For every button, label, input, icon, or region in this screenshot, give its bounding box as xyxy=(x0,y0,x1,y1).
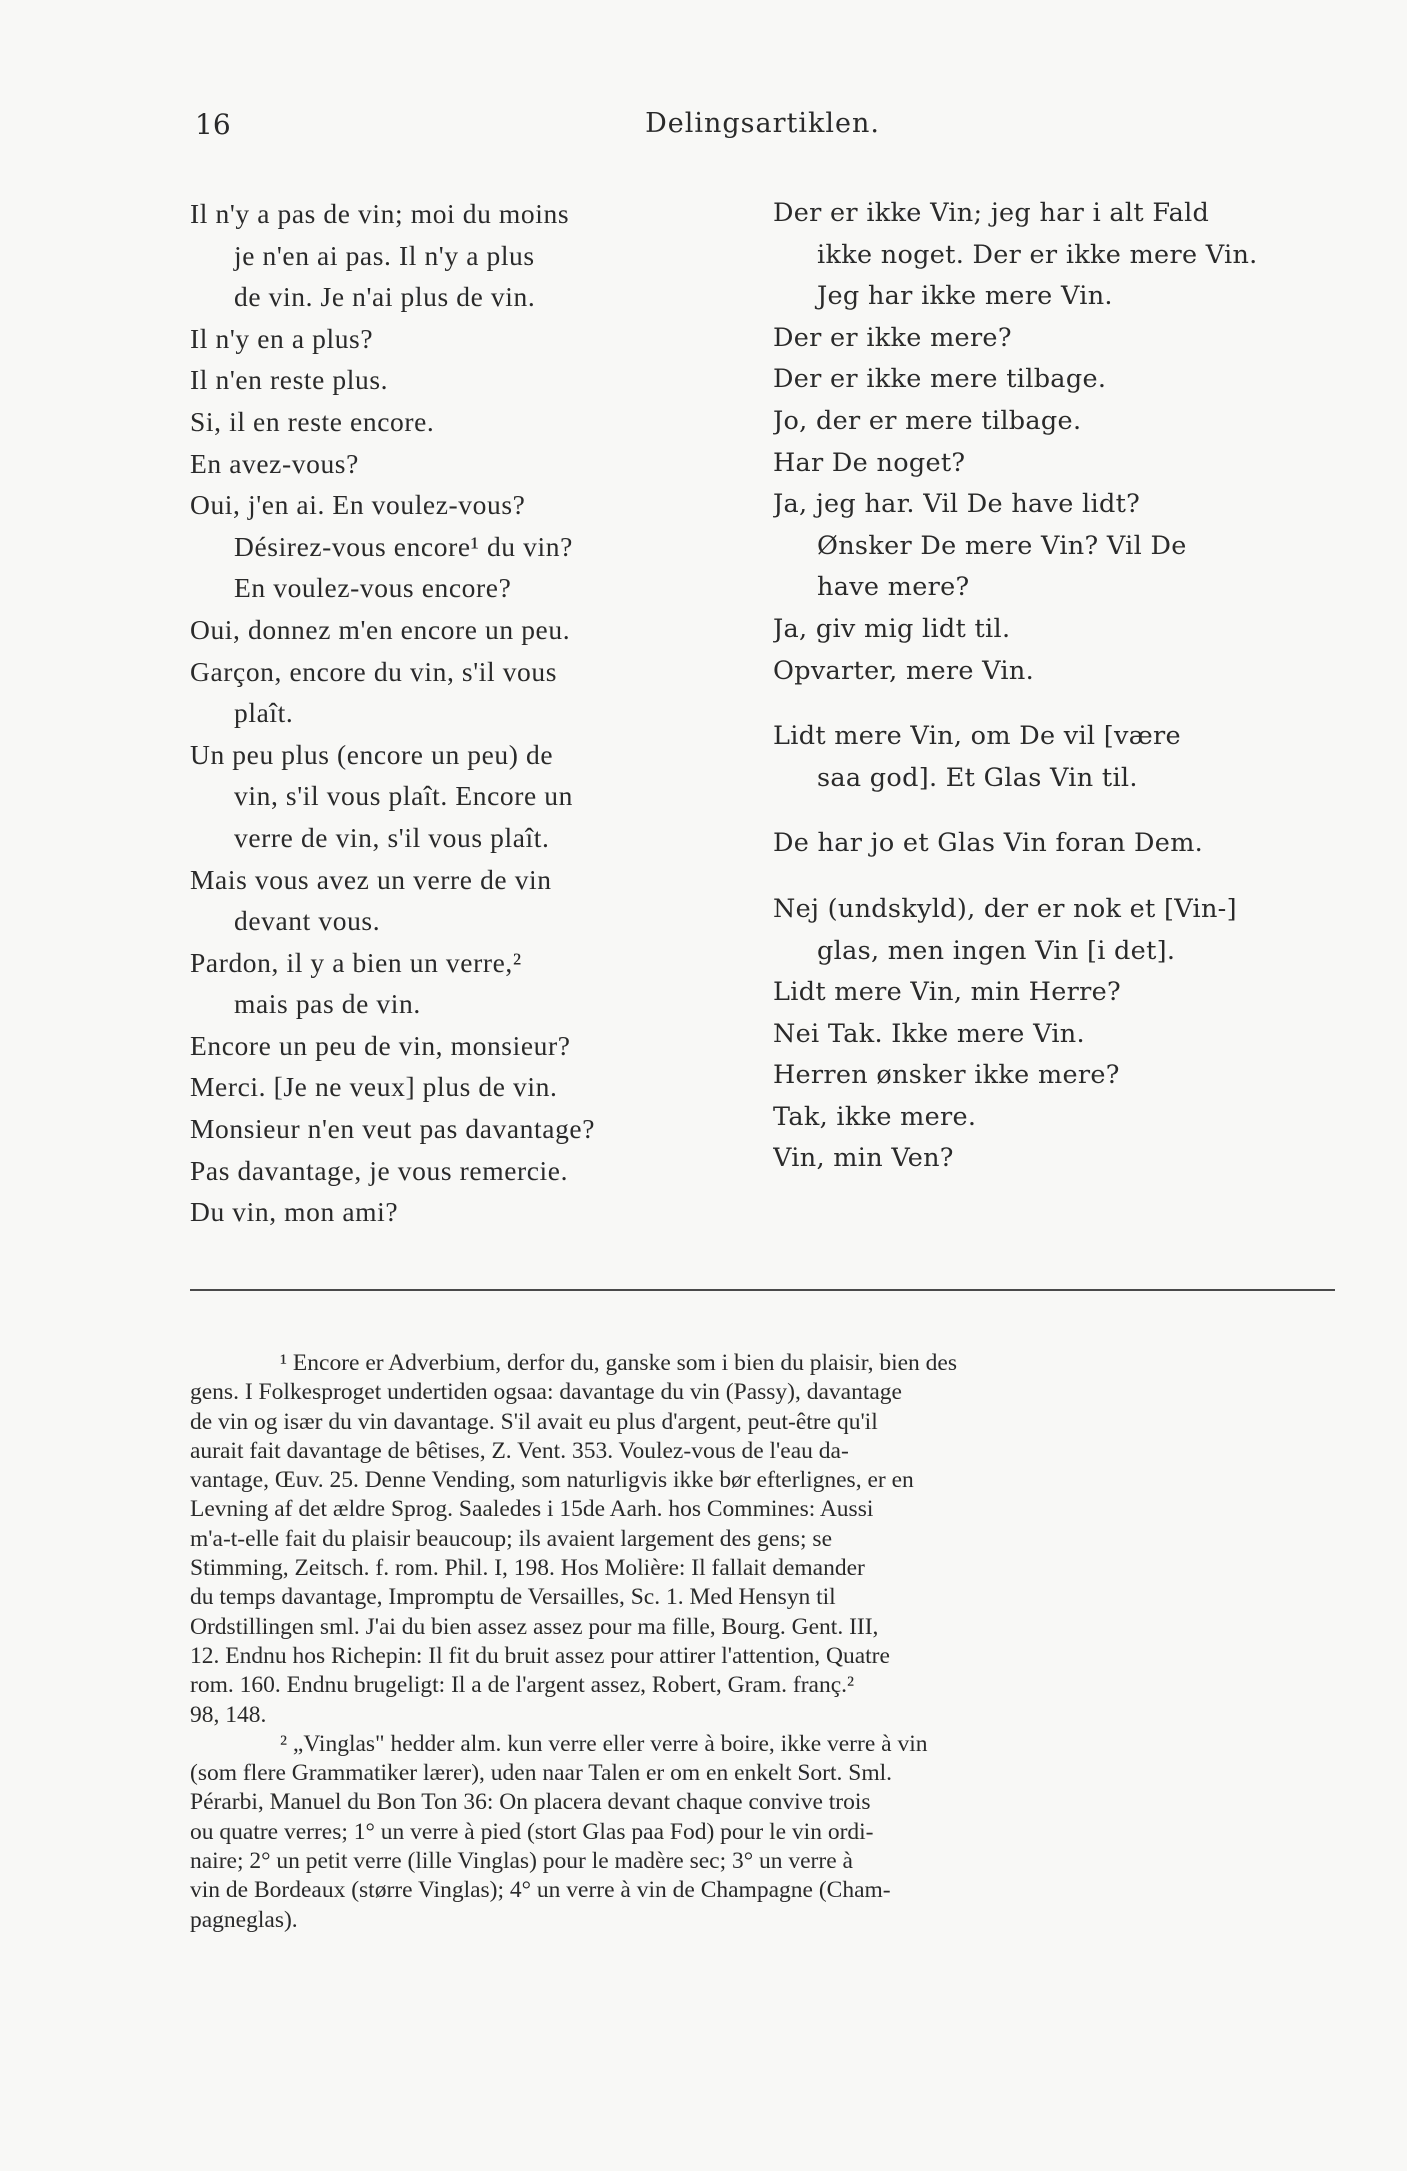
danish-line: ikke noget. Der er ikke mere Vin. xyxy=(817,239,1258,270)
paragraph-gap xyxy=(773,799,1333,823)
french-line: Oui, j'en ai. En voulez-vous? xyxy=(190,489,526,521)
french-line: Il n'y a pas de vin; moi du moins xyxy=(190,198,570,229)
footnote-line: du temps davantage, Impromptu de Versailles, Sc. 1. Med Hensyn til xyxy=(190,1584,836,1611)
danish-line: Der er ikke mere tilbage. xyxy=(773,364,1107,395)
danish-line: Jeg har ikke mere Vin. xyxy=(817,281,1113,312)
french-line: Oui, donnez m'en encore un peu. xyxy=(190,613,571,645)
french-line: En avez-vous? xyxy=(190,447,359,479)
danish-line: Lidt mere Vin, min Herre? xyxy=(773,977,1122,1008)
danish-line: Opvarter, mere Vin. xyxy=(773,655,1034,686)
french-line: Garçon, encore du vin, s'il vous xyxy=(190,655,558,687)
page-header xyxy=(195,108,1330,158)
french-line: Du vin, mon ami? xyxy=(190,1196,399,1228)
danish-line: Tak, ikke mere. xyxy=(773,1101,977,1132)
danish-line: have mere? xyxy=(817,572,970,603)
french-line: Encore un peu de vin, monsieur? xyxy=(190,1029,571,1061)
danish-line: Jo, der er mere tilbage. xyxy=(773,405,1082,436)
footnote-line: gens. I Folkesproget undertiden ogsaa: davantage du vin (Passy), davantage xyxy=(190,1379,902,1406)
footnote-line: ou quatre verres; 1° un verre à pied (stort Glas paa Fod) pour le vin ordi- xyxy=(190,1818,874,1845)
french-line: Désirez-vous encore¹ du vin? xyxy=(234,530,573,562)
french-line: Pardon, il y a bien un verre,² xyxy=(190,946,522,978)
footnote-divider xyxy=(190,1289,1335,1291)
danish-line: Lidt mere Vin, om De vil [være xyxy=(773,721,1181,752)
footnote-line: ² „Vinglas" hedder alm. kun verre eller verre à boire, ikke verre à vin xyxy=(280,1730,928,1757)
footnote-line: 12. Endnu hos Richepin: Il fit du bruit assez pour attirer l'attention, Quatre xyxy=(190,1642,890,1669)
french-line: je n'en ai pas. Il n'y a plus xyxy=(234,239,535,271)
footnote-line: Pérarbi, Manuel du Bon Ton 36: On placera devant chaque convive trois xyxy=(190,1789,871,1816)
danish-line: Herren ønsker ikke mere? xyxy=(773,1060,1120,1091)
french-line: devant vous. xyxy=(234,905,381,937)
footnote-line: vin de Bordeaux (større Vinglas); 4° un verre à vin de Champagne (Cham- xyxy=(190,1877,891,1904)
paragraph-gap xyxy=(773,692,1333,716)
french-line: Un peu plus (encore un peu) de xyxy=(190,738,554,770)
french-line: mais pas de vin. xyxy=(234,988,421,1020)
danish-line: Ja, jeg har. Vil De have lidt? xyxy=(773,489,1141,520)
french-line: En voulez-vous encore? xyxy=(234,572,512,604)
footnote-line: ¹ Encore er Adverbium, derfor du, ganske som i bien du plaisir, bien des xyxy=(280,1350,957,1376)
footnote-line: 98, 148. xyxy=(190,1701,267,1728)
french-line: Mais vous avez un verre de vin xyxy=(190,863,552,895)
danish-line: Der er ikke Vin; jeg har i alt Fald xyxy=(773,198,1210,228)
danish-line: Nej (undskyld), der er nok et [Vin-] xyxy=(773,893,1237,924)
danish-line: glas, men ingen Vin [i det]. xyxy=(817,935,1176,966)
danish-line: Har De noget? xyxy=(773,447,966,478)
footnotes xyxy=(190,1349,1335,1935)
footnote-line: Levning af det ældre Sprog. Saaledes i 15de Aarh. hos Commines: Aussi xyxy=(190,1496,874,1523)
footnote-line: Stimming, Zeitsch. f. rom. Phil. I, 198. Hos Molière: Il fallait demander xyxy=(190,1555,865,1582)
french-line: vin, s'il vous plaît. Encore un xyxy=(234,780,573,812)
danish-column xyxy=(773,193,1333,1180)
french-line: Il n'y en a plus? xyxy=(190,322,374,354)
danish-line: saa god]. Et Glas Vin til. xyxy=(817,762,1138,793)
french-line: Monsieur n'en veut pas davantage? xyxy=(190,1113,596,1145)
page-number: 16 xyxy=(195,108,231,141)
footnote-line: de vin og især du vin davantage. S'il avait eu plus d'argent, peut-être qu'il xyxy=(190,1408,878,1435)
footnote-line: pagneglas). xyxy=(190,1906,298,1933)
danish-line: Vin, min Ven? xyxy=(773,1143,954,1174)
french-line: Si, il en reste encore. xyxy=(190,405,435,437)
french-line: verre de vin, s'il vous plaît. xyxy=(234,821,550,853)
footnote-line: rom. 160. Endnu brugeligt: Il a de l'argent assez, Robert, Gram. franç.² xyxy=(190,1672,855,1699)
french-line: plaît. xyxy=(234,697,294,729)
footnote-line: (som flere Grammatiker lærer), uden naar Talen er om en enkelt Sort. Sml. xyxy=(190,1760,893,1787)
paragraph-gap xyxy=(773,865,1333,889)
footnote-line: vantage, Œuv. 25. Denne Vending, som naturligvis ikke bør efterlignes, er en xyxy=(190,1467,914,1494)
footnote-line: Ordstillingen sml. J'ai du bien assez assez pour ma fille, Bourg. Gent. III, xyxy=(190,1613,879,1640)
running-head: Delingsartiklen. xyxy=(645,108,880,139)
french-line: Pas davantage, je vous remercie. xyxy=(190,1154,569,1186)
danish-line: De har jo et Glas Vin foran Dem. xyxy=(773,828,1204,859)
danish-line: Der er ikke mere? xyxy=(773,322,1012,353)
danish-line: Nei Tak. Ikke mere Vin. xyxy=(773,1018,1085,1049)
footnote-line: naire; 2° un petit verre (lille Vinglas) pour le madère sec; 3° un verre à xyxy=(190,1848,853,1875)
footnote-line: m'a-t-elle fait du plaisir beaucoup; ils avaient largement des gens; se xyxy=(190,1525,833,1552)
french-line: Merci. [Je ne veux] plus de vin. xyxy=(190,1071,558,1103)
french-line: de vin. Je n'ai plus de vin. xyxy=(234,281,536,313)
danish-line: Ønsker De mere Vin? Vil De xyxy=(817,530,1187,561)
footnote-line: aurait fait davantage de bêtises, Z. Vent. 353. Voulez-vous de l'eau da- xyxy=(190,1437,849,1464)
french-column xyxy=(190,193,745,1233)
danish-line: Ja, giv mig lidt til. xyxy=(773,613,1011,644)
french-line: Il n'en reste plus. xyxy=(190,364,389,396)
